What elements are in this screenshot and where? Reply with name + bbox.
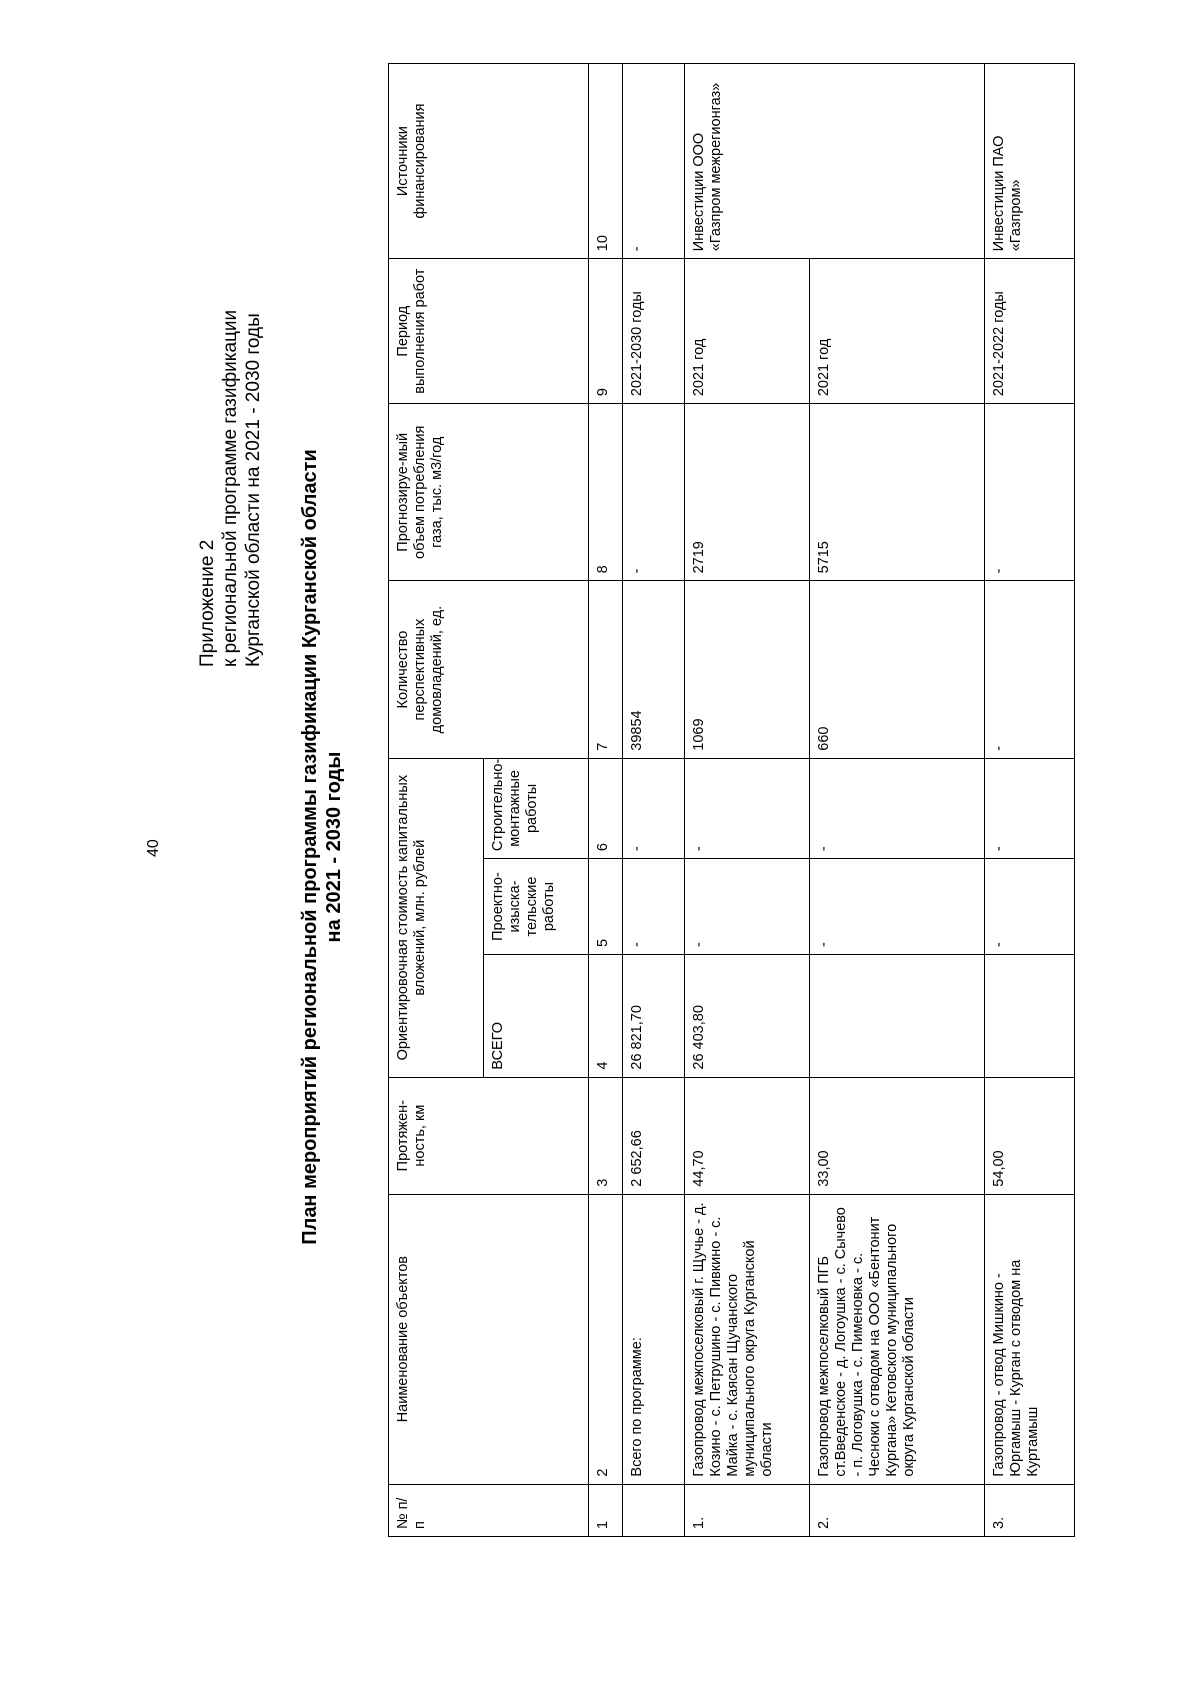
column-number-row	[589, 64, 623, 1537]
row-num: 3.	[985, 1484, 1075, 1536]
column-number: 4	[589, 954, 623, 1077]
row-num: 1.	[685, 1484, 810, 1536]
title-line-1: План мероприятий региональной программы газификации Курганской области	[299, 449, 321, 1245]
row-total	[810, 954, 985, 1077]
row-design: -	[810, 859, 985, 955]
header-design: Проектно-изыска-тельские работы	[484, 859, 589, 955]
plan-table	[388, 63, 1075, 1537]
row-households: 660	[810, 581, 985, 758]
row-period: 2021-2022 годы	[985, 259, 1075, 404]
row-financing: Инвестиции ПАО «Газпром»	[985, 64, 1075, 259]
column-number: 7	[589, 581, 623, 758]
row-num	[623, 1484, 685, 1536]
column-number: 9	[589, 259, 623, 404]
header-households: Количество перспективных домовладений, ед.	[389, 581, 589, 758]
column-number: 10	[589, 64, 623, 259]
row-total: 26 403,80	[685, 954, 810, 1077]
row-design: -	[685, 859, 810, 955]
row-name: Газопровод межпоселковый ПГБ ст.Введенское - д. Логоушка - с. Сычево - п. Логовушка - с. Пименовка - с. Чесноки с отводом на ООО «Бентонит Кургана» Кетовского муниципального округа Курганской области	[810, 1194, 985, 1484]
table-row	[685, 64, 810, 1537]
header-row	[389, 64, 484, 1537]
column-number: 3	[589, 1077, 623, 1194]
appendix-caption	[196, 310, 265, 667]
header-name: Наименование объектов	[389, 1194, 589, 1484]
row-construction: -	[810, 758, 985, 858]
header-total: ВСЕГО	[484, 954, 589, 1077]
row-households: 39854	[623, 581, 685, 758]
row-gas-volume: -	[623, 404, 685, 581]
row-period: 2021 год	[685, 259, 810, 404]
row-length: 44,70	[685, 1077, 810, 1194]
header-gas-volume: Прогнозируе-мый объем потребления газа, тыс. м3/год	[389, 404, 589, 581]
row-households: -	[985, 581, 1075, 758]
row-design: -	[623, 859, 685, 955]
row-length: 54,00	[985, 1077, 1075, 1194]
column-number: 8	[589, 404, 623, 581]
table-row	[985, 64, 1075, 1537]
row-financing: Инвестиции ООО «Газпром межрегионгаз»	[685, 64, 985, 259]
appendix-line-1: Приложение 2	[197, 539, 218, 667]
row-period: 2021-2030 годы	[623, 259, 685, 404]
row-name: Газопровод межпоселковый г. Щучье - д. Козино - с. Петрушино - с. Пивкино - с. Майка - с. Каясан Щучанского муниципального округа Курганской области	[685, 1194, 810, 1484]
table-row	[623, 64, 685, 1537]
row-period: 2021 год	[810, 259, 985, 404]
column-number: 5	[589, 859, 623, 955]
appendix-line-2: к региональной программе газификации	[220, 309, 241, 667]
row-construction: -	[623, 758, 685, 858]
row-length: 33,00	[810, 1077, 985, 1194]
row-construction: -	[685, 758, 810, 858]
column-number: 2	[589, 1194, 623, 1484]
row-gas-volume: -	[985, 404, 1075, 581]
row-design: -	[985, 859, 1075, 955]
document-title	[298, 297, 346, 1397]
row-gas-volume: 2719	[685, 404, 810, 581]
row-financing: -	[623, 64, 685, 259]
row-length: 2 652,66	[623, 1077, 685, 1194]
header-period: Период выполнения работ	[389, 259, 589, 404]
row-total: 26 821,70	[623, 954, 685, 1077]
column-number: 6	[589, 758, 623, 858]
page-number: 40	[145, 839, 162, 857]
header-num: № п/п	[389, 1484, 589, 1536]
header-cost-group: Ориентировочная стоимость капитальных вложений, млн. рублей	[389, 758, 484, 1077]
row-households: 1069	[685, 581, 810, 758]
row-construction: -	[985, 758, 1075, 858]
title-line-2: на 2021 - 2030 годы	[323, 751, 345, 943]
header-length: Протяжен-ность, км	[389, 1077, 589, 1194]
row-name: Газопровод - отвод Мишкино - Юргамыш - Курган с отводом на Куртамыш	[985, 1194, 1075, 1484]
appendix-line-3: Курганской области на 2021 - 2030 годы	[243, 313, 264, 667]
table-row	[810, 64, 985, 1537]
row-gas-volume: 5715	[810, 404, 985, 581]
row-total	[985, 954, 1075, 1077]
header-construction: Строительно-монтажные работы	[484, 758, 589, 858]
column-number: 1	[589, 1484, 623, 1536]
row-name: Всего по программе:	[623, 1194, 685, 1484]
row-num: 2.	[810, 1484, 985, 1536]
header-financing: Источники финансирования	[389, 64, 589, 259]
